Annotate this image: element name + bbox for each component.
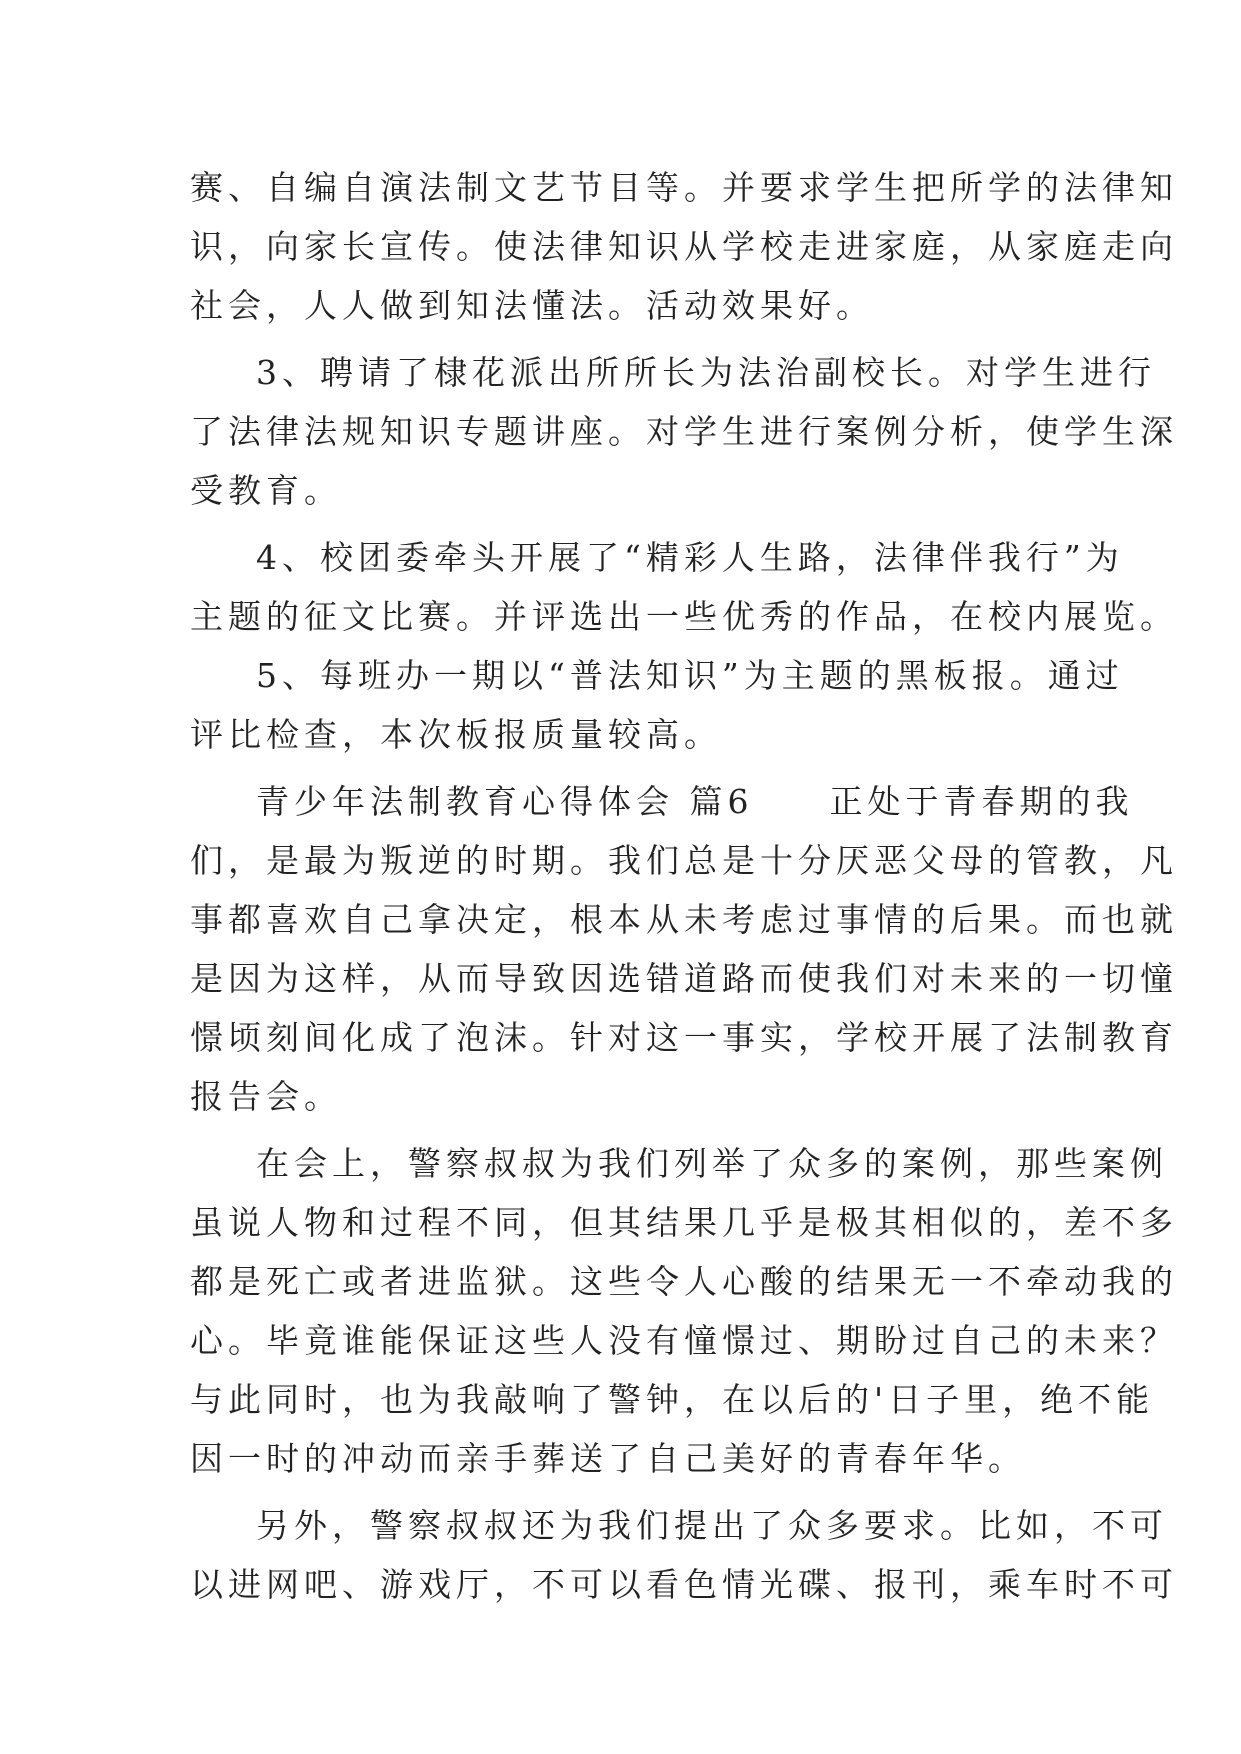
text-line: 3、聘请了棣花派出所所长为法治副校长。对学生进行 bbox=[256, 353, 1156, 392]
text-line: 了法律法规知识专题讲座。对学生进行案例分析，使学生深 bbox=[190, 412, 1178, 451]
text-line: 都是死亡或者进监狱。这些令人心酸的结果无一不牵动我的 bbox=[190, 1262, 1178, 1301]
text-line: 与此同时，也为我敲响了警钟，在以后的'日子里，绝不能 bbox=[190, 1380, 1155, 1419]
text-line: 在会上，警察叔叔为我们列举了众多的案例，那些案例 bbox=[256, 1144, 1168, 1183]
text-line: 评比检查，本次板报质量较高。 bbox=[190, 715, 722, 754]
text-line: 受教育。 bbox=[190, 471, 342, 510]
text-line: 以进网吧、游戏厅，不可以看色情光碟、报刊，乘车时不可 bbox=[190, 1565, 1178, 1604]
text-line: 虽说人物和过程不同，但其结果几乎是极其相似的，差不多 bbox=[190, 1203, 1178, 1242]
text-line: 5、每班办一期以“普法知识”为主题的黑板报。通过 bbox=[256, 656, 1124, 695]
document-body bbox=[190, 158, 1178, 1614]
text-line: 是因为这样，从而导致因选错道路而使我们对未来的一切憧 bbox=[190, 959, 1178, 998]
text-line: 因一时的冲动而亲手葬送了自己美好的青春年华。 bbox=[190, 1439, 1026, 1478]
text-line: 识，向家长宣传。使法律知识从学校走进家庭，从家庭走向 bbox=[190, 227, 1178, 266]
text-line: 心。毕竟谁能保证这些人没有憧憬过、期盼过自己的未来？ bbox=[190, 1321, 1178, 1360]
text-line: 社会，人人做到知法懂法。活动效果好。 bbox=[190, 286, 874, 325]
section-heading-line: 青少年法制教育心得体会 篇6 正处于青春期的我 bbox=[256, 782, 1134, 821]
text-line: 们，是最为叛逆的时期。我们总是十分厌恶父母的管教，凡 bbox=[190, 841, 1178, 880]
text-line: 主题的征文比赛。并评选出一些优秀的作品，在校内展览。 bbox=[190, 597, 1178, 636]
text-line: 赛、自编自演法制文艺节目等。并要求学生把所学的法律知 bbox=[190, 168, 1178, 207]
text-line: 报告会。 bbox=[190, 1077, 342, 1116]
text-line: 憬顷刻间化成了泡沫。针对这一事实，学校开展了法制教育 bbox=[190, 1018, 1178, 1057]
text-line: 事都喜欢自己拿决定，根本从未考虑过事情的后果。而也就 bbox=[190, 900, 1178, 939]
text-line: 另外，警察叔叔还为我们提出了众多要求。比如，不可 bbox=[256, 1506, 1168, 1545]
text-line: 4、校团委牵头开展了“精彩人生路，法律伴我行”为 bbox=[256, 538, 1124, 577]
